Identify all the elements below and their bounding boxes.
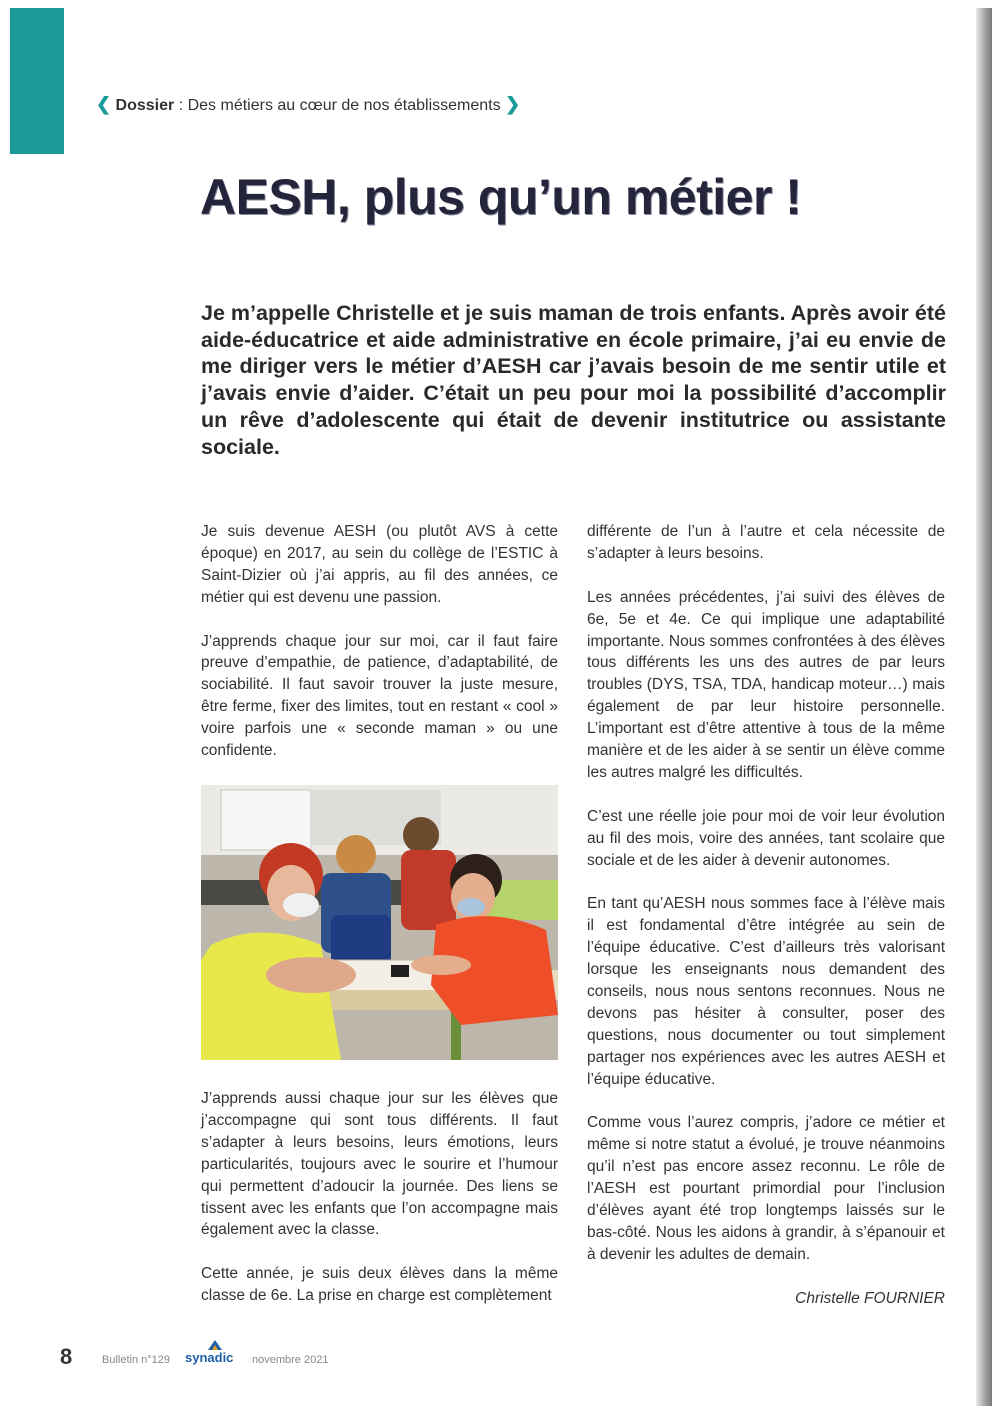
paragraph: C’est une réelle joie pour moi de voir leur évolution au fil des mois, voire des années, tant scolaire que sociale et de les aider à devenir autonomes.: [587, 807, 945, 869]
section-header: [96, 94, 520, 115]
classroom-photo-illustration: [201, 785, 558, 1060]
section-color-tab: [10, 8, 64, 154]
dossier-text: Des métiers au cœur de nos établissements: [183, 97, 501, 114]
paragraph: J’apprends chaque jour sur moi, car il faut faire preuve d’empathie, de patience, d’adaptabilité, de sociabilité. Il faut savoir trouver la juste mesure, être ferme, fixer des limites, tout en restant « cool » voire parfois une « seconde maman » ou une confidente.: [201, 632, 558, 760]
synadic-logo-icon: [208, 1340, 222, 1350]
author-signature: Christelle FOURNIER: [795, 1289, 945, 1307]
left-column-top: [201, 521, 558, 784]
publisher-logo: synadic: [185, 1350, 234, 1365]
page-binding-shadow: [976, 8, 992, 1406]
bulletin-number: Bulletin n°129: [102, 1354, 171, 1366]
chevron-right-icon: ❯: [505, 94, 521, 114]
article-intro: Je m’appelle Christelle et je suis maman de trois enfants. Après avoir été aide-éducatrice et aide administrative en école primaire, j’ai eu envie de me diriger vers le métier d’AESH car j’avais besoin de me sentir utile et j’avais envie d’aider. C’était un peu pour moi la possibilité d’accomplir un rêve d’adolescente qui était de devenir institutrice ou assistante sociale.: [201, 301, 946, 459]
paragraph: Comme vous l’aurez compris, j’adore ce métier et même si notre statut a évolué, je trouve néanmoins qu’il n’est pas encore assez reconnu. Le rôle de l’AESH est pourtant primordial pour l’inclusion d’élèves ayant été trop longtemps laissés sur le bas-côté. Nous les aidons à grandir, à s’épanouir et à devenir les adultes de demain.: [587, 1114, 945, 1263]
paragraph: En tant qu’AESH nous sommes face à l’élève mais il est fondamental d’être intégrée au sein de l’équipe éducative. C’est d’ailleurs très valorisant lorsque les enseignants nous demandent des conseils, nous nous sentons reconnues. Nous ne devons pas hésiter à consulter, poser des questions, nous documenter ou tout simplement partager nos expériences avec les autres AESH et l’équipe éducative.: [587, 895, 945, 1088]
chevron-left-icon: ❮: [96, 94, 112, 114]
paragraph: Les années précédentes, j’ai suivi des élèves de 6e, 5e et 4e. Ce qui implique une adaptabilité importante. Nous sommes confrontées à des élèves tous différents les uns des autres de par leurs troubles (DYS, TSA, TDA, handicap moteur…) mais également de par leur histoire personnelle. L’important est d’être attentive à tous de la même manière et de les aider à se sentir un élève comme les autres malgré les difficultés.: [587, 588, 945, 781]
right-column: [587, 521, 945, 1331]
dossier-label: Dossier: [115, 97, 175, 114]
left-column-bottom: [201, 1088, 558, 1329]
paragraph: différente de l’un à l’autre et cela nécessite de s’adapter à leurs besoins.: [587, 523, 945, 562]
page-footer: [60, 1344, 360, 1374]
page-number: 8: [60, 1344, 73, 1369]
paragraph: J’apprends aussi chaque jour sur les élèves que j’accompagne qui sont tous différents. Il faut s’adapter à leurs besoins, leurs émotions, leurs particularités, toujours avec le sourire et l’humour qui permettent d’adoucir la journée. Des liens se tissent avec les enfants que l’on accompagne mais également avec la classe.: [201, 1090, 558, 1239]
article-title: AESH, plus qu’un métier !: [200, 169, 802, 225]
dossier-colon: :: [174, 97, 184, 114]
classroom-photo: [201, 785, 558, 1060]
paragraph: Cette année, je suis deux élèves dans la même classe de 6e. La prise en charge est complètement: [201, 1265, 558, 1305]
issue-date: novembre 2021: [252, 1354, 329, 1366]
paragraph: Je suis devenue AESH (ou plutôt AVS à cette époque) en 2017, au sein du collège de l’ESTIC à Saint-Dizier où j’ai appris, au fil des années, ce métier qui est devenu une passion.: [201, 523, 558, 606]
